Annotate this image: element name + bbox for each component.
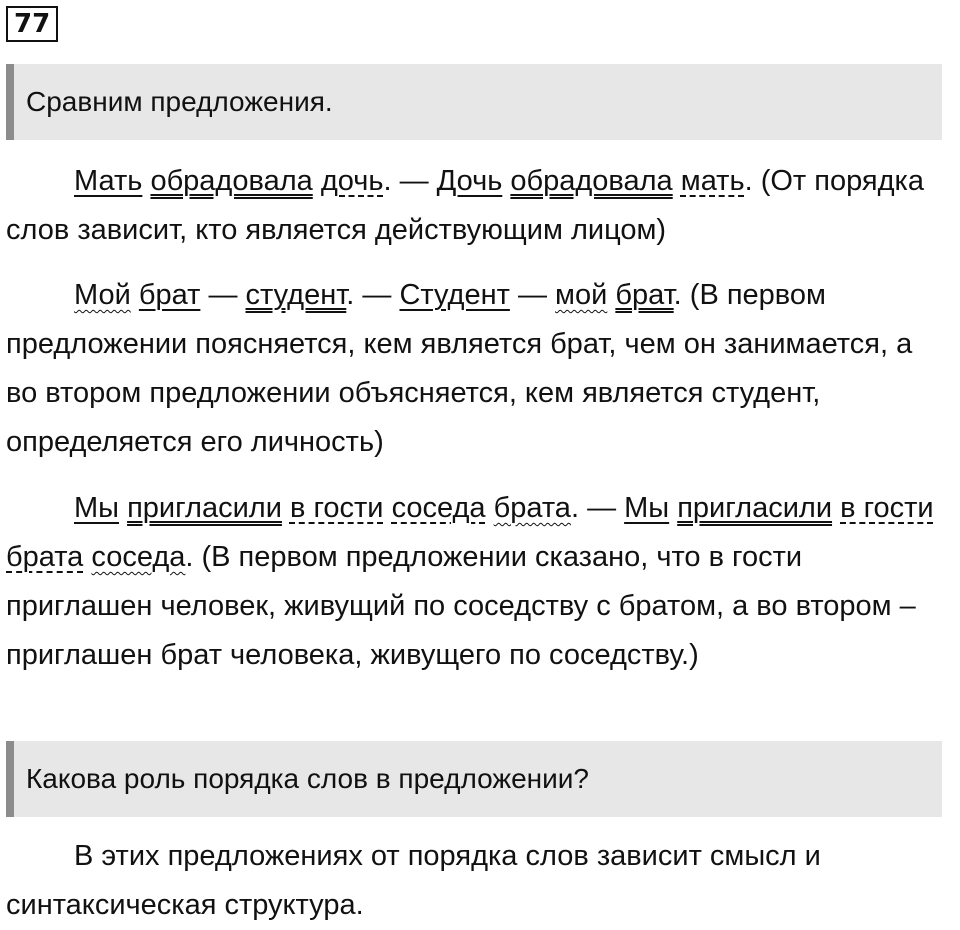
word-predicate: пригласили	[677, 492, 833, 524]
word-subject: Студент	[399, 279, 510, 311]
plain-text: . —	[383, 165, 437, 197]
word-subject: Мать	[74, 165, 143, 197]
word-predicate: студент	[245, 279, 347, 311]
plain-text: . (В первом предложении сказано, что в гости приглашен человек, живущий по соседству с братом, а во втором – приглашен брат человека, живущего по соседству.)	[6, 541, 916, 671]
heading-text: Сравним предложения.	[26, 86, 333, 117]
word-subject: Дочь	[436, 165, 503, 197]
word-adverbial: в гости	[840, 492, 934, 524]
paragraph-sentence-pair-2	[6, 271, 950, 467]
task-number: 77	[6, 6, 58, 42]
section-heading-question	[6, 741, 942, 817]
word-subject: Мы	[74, 492, 120, 524]
word-attribute: брата	[493, 492, 571, 524]
word-object: дочь	[320, 165, 384, 197]
word-predicate: обрадовала	[150, 165, 313, 197]
word-subject: Мы	[624, 492, 670, 524]
word-attribute: соседа	[91, 541, 186, 573]
plain-text: —	[200, 279, 246, 311]
word-attribute: Мой	[74, 279, 131, 311]
word-attribute: мой	[555, 279, 608, 311]
plain-text: . (От порядка слов зависит, кто является действующим лицом)	[6, 165, 924, 246]
plain-text: . (В первом предложении поясняется, кем является брат, чем он занимается, а во втором предложении объясняется, кем является студент, определяется его личность)	[6, 279, 913, 458]
word-object: брата	[6, 541, 84, 573]
answer-paragraph: В этих предложениях от порядка слов зависит смысл и синтаксическая структура.	[6, 840, 821, 921]
heading-text: Какова роль порядка слов в предложении?	[26, 763, 589, 794]
word-predicate: обрадовала	[510, 165, 673, 197]
word-subject: брат	[138, 279, 201, 311]
word-adverbial: в гости	[289, 492, 384, 524]
word-object: соседа	[391, 492, 486, 524]
word-predicate: пригласили	[127, 492, 282, 524]
word-predicate: брат	[615, 279, 674, 311]
word-object: мать	[680, 165, 745, 197]
plain-text: . —	[346, 279, 400, 311]
paragraph-sentence-pair-3	[6, 484, 950, 680]
plain-text: —	[509, 279, 556, 311]
section-heading-compare	[6, 64, 942, 140]
plain-text: . —	[570, 492, 625, 524]
paragraph-sentence-pair-1	[6, 157, 950, 255]
